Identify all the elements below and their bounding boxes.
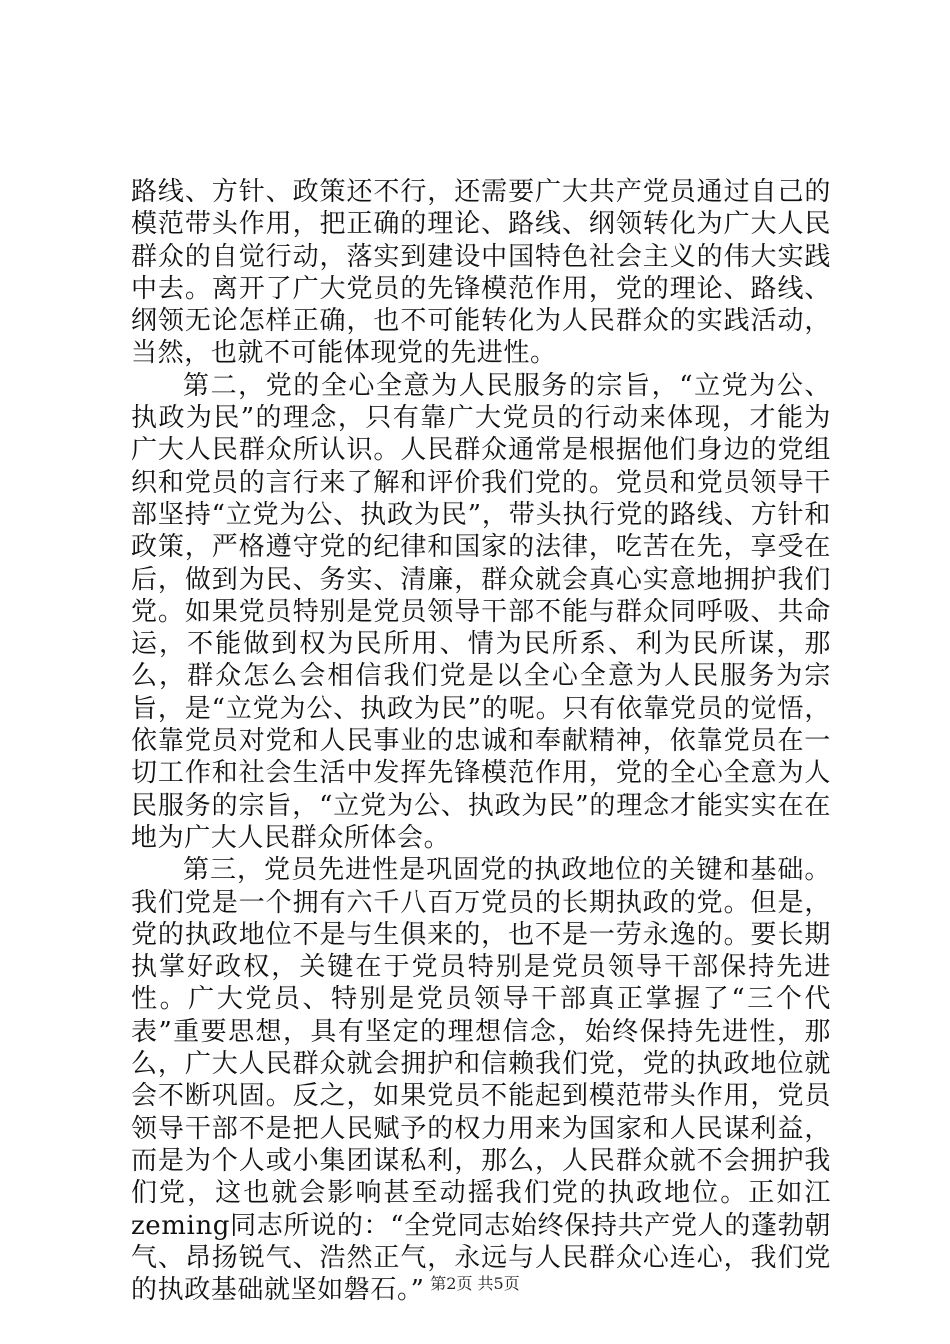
paragraph-1: 路线、方针、政策还不行，还需要广大共产党员通过自己的模范带头作用，把正确的理论、路线、纲领转化为广大人民群众的自觉行动，落实到建设中国特色社会主义的伟大实践中去。离开了广大党员的先锋模范作用，党的理论、路线、纲领无论怎样正确，也不可能转化为人民群众的实践活动，当然，也就不可能体现党的先进性。	[131, 177, 831, 369]
paragraph-3: 第三，党员先进性是巩固党的执政地位的关键和基础。我们党是一个拥有六千八百万党员的长期执政的党。但是，党的执政地位不是与生俱来的，也不是一劳永逸的。要长期执掌好政权，关键在于党员特别是党员领导干部保持先进性。广大党员、特别是党员领导干部真正掌握了“三个代表”重要思想，具有坚定的理想信念，始终保持先进性，那么，广大人民群众就会拥护和信赖我们党，党的执政地位就会不断巩固。反之，如果党员不能起到模范带头作用，党员领导干部不是把人民赋予的权力用来为国家和人民谋利益，而是为个人或小集团谋私利，那么，人民群众就不会拥护我们党，这也就会影响甚至动摇我们党的执政地位。正如江zeming同志所说的：“全党同志始终保持共产党人的蓬勃朝气、昂扬锐气、浩然正气，永远与人民群众心连心，我们党的执政基础就坚如磐石。”	[131, 855, 831, 1306]
document-body	[131, 176, 831, 1306]
page-number-footer: 第2页 共5页	[430, 1274, 520, 1293]
paragraph-2: 第二，党的全心全意为人民服务的宗旨，“立党为公、执政为民”的理念，只有靠广大党员的行动来体现，才能为广大人民群众所认识。人民群众通常是根据他们身边的党组织和党员的言行来了解和评价我们党的。党员和党员领导干部坚持“立党为公、执政为民”，带头执行党的路线、方针和政策，严格遵守党的纪律和国家的法律，吃苦在先，享受在后，做到为民、务实、清廉，群众就会真心实意地拥护我们党。如果党员特别是党员领导干部不能与群众同呼吸、共命运，不能做到权为民所用、情为民所系、利为民所谋，那么，群众怎么会相信我们党是以全心全意为人民服务为宗旨，是“立党为公、执政为民”的呢。只有依靠党员的觉悟，依靠党员对党和人民事业的忠诚和奉献精神，依靠党员在一切工作和社会生活中发挥先锋模范作用，党的全心全意为人民服务的宗旨，“立党为公、执政为民”的理念才能实实在在地为广大人民群众所体会。	[131, 370, 831, 853]
